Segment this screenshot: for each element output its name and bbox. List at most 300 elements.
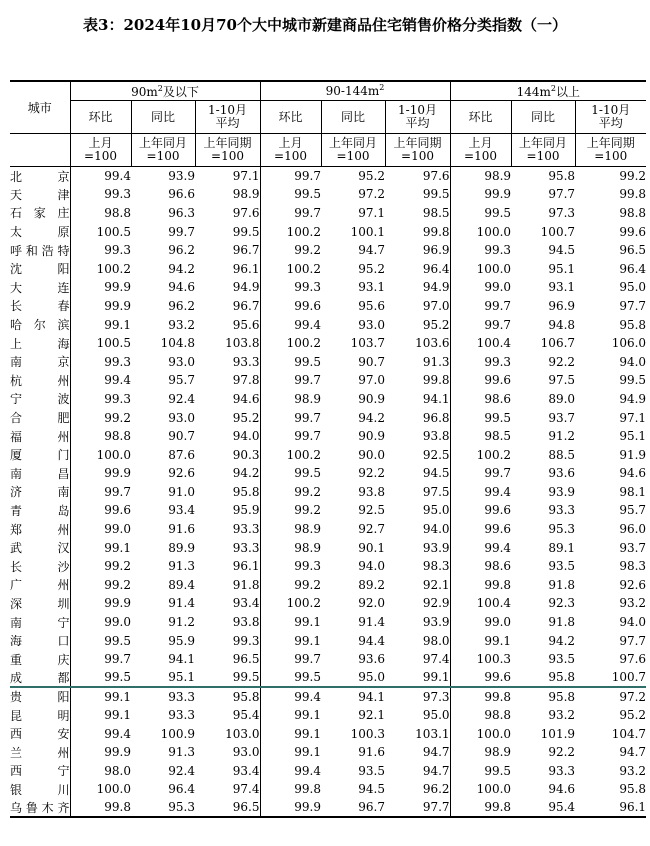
index-value-cell: 99.9	[104, 298, 131, 313]
index-value-cell: 95.3	[131, 799, 195, 818]
city-name-cell: 深圳	[10, 594, 70, 613]
table-row	[10, 724, 646, 743]
index-value-cell: 104.8	[160, 336, 195, 351]
index-value-cell: 100.0	[476, 224, 512, 239]
index-value-cell: 99.9	[104, 745, 131, 760]
index-value-cell: 97.5	[385, 483, 450, 502]
index-value-cell: 99.2	[294, 577, 321, 592]
index-value-cell: 93.0	[358, 317, 385, 332]
index-value-cell: 99.5	[104, 633, 131, 648]
index-value-cell: 96.2	[168, 243, 195, 258]
index-value-cell: 94.1	[168, 652, 195, 667]
index-value-cell: 95.0	[358, 670, 385, 685]
index-value-cell: 92.5	[385, 445, 450, 464]
index-value-cell: 100.5	[96, 224, 131, 239]
index-value-cell: 94.0	[358, 559, 385, 574]
city-name-cell: 济南	[10, 483, 70, 502]
metric-header-large-ytd-avg: 1-10月 平均	[575, 101, 646, 134]
city-name-cell: 厦门	[10, 445, 70, 464]
index-value-cell: 95.2	[358, 169, 385, 184]
index-value-cell: 99.2	[104, 410, 131, 425]
group-header-large	[450, 81, 646, 101]
index-value-cell: 97.7	[385, 799, 450, 818]
index-value-cell: 95.8	[548, 169, 576, 184]
index-value-cell: 94.2	[358, 410, 385, 425]
index-value-cell: 100.9	[160, 726, 195, 741]
table-row	[10, 669, 646, 688]
index-value-cell: 98.3	[619, 559, 647, 574]
base-header-small-ytd-avg: 上年同期 =100	[195, 134, 260, 167]
index-value-cell: 93.2	[619, 763, 647, 778]
table-row	[10, 799, 646, 818]
index-value-cell: 100.2	[286, 596, 321, 611]
index-value-cell: 100.4	[476, 596, 512, 611]
table-row	[10, 520, 646, 539]
table-row	[10, 613, 646, 632]
index-value-cell: 99.3	[104, 354, 131, 369]
table-row	[10, 427, 646, 446]
index-value-cell: 91.3	[168, 745, 195, 760]
index-value-cell: 98.9	[195, 185, 260, 204]
city-name-cell: 北京	[10, 167, 70, 186]
index-value-cell: 93.5	[358, 763, 385, 778]
index-value-cell: 97.4	[195, 780, 260, 799]
index-value-cell: 99.3	[294, 559, 321, 574]
index-value-cell: 91.8	[548, 577, 576, 592]
city-name-cell: 天津	[10, 185, 70, 204]
index-value-cell: 99.7	[294, 169, 321, 184]
table-row	[10, 445, 646, 464]
index-value-cell: 94.5	[385, 464, 450, 483]
index-value-cell: 92.4	[168, 763, 195, 778]
index-value-cell: 94.7	[385, 743, 450, 762]
base-header-small-yoy: 上年同月 =100	[131, 134, 195, 167]
index-value-cell: 97.1	[195, 167, 260, 186]
header-row-metrics	[10, 101, 646, 134]
group-label-large: 144m	[516, 84, 551, 99]
index-value-cell: 95.2	[619, 708, 647, 723]
index-value-cell: 98.8	[104, 205, 131, 220]
index-value-cell: 99.7	[104, 484, 131, 499]
index-value-cell: 97.3	[385, 687, 450, 706]
index-value-cell: 96.2	[385, 780, 450, 799]
table-header	[10, 81, 646, 167]
index-value-cell: 95.1	[619, 429, 647, 444]
index-value-cell: 99.4	[104, 726, 131, 741]
index-value-cell: 98.1	[619, 484, 647, 499]
index-value-cell: 99.5	[195, 222, 260, 241]
index-value-cell: 99.5	[484, 205, 512, 220]
index-value-cell: 94.0	[619, 354, 647, 369]
index-value-cell: 98.9	[484, 745, 512, 760]
index-value-cell: 93.0	[168, 410, 195, 425]
table-row	[10, 222, 646, 241]
index-value-cell: 95.8	[511, 687, 575, 706]
index-value-cell: 89.0	[548, 391, 576, 406]
index-value-cell: 94.9	[385, 278, 450, 297]
index-value-cell: 96.1	[195, 557, 260, 576]
table-row	[10, 315, 646, 334]
index-value-cell: 93.1	[358, 280, 385, 295]
index-value-cell: 93.2	[619, 596, 647, 611]
index-value-cell: 94.6	[195, 390, 260, 409]
index-value-cell: 95.1	[548, 261, 576, 276]
group-sup-medium: 2	[379, 83, 385, 92]
index-value-cell: 99.7	[484, 298, 512, 313]
index-value-cell: 96.8	[385, 408, 450, 427]
index-value-cell: 96.7	[321, 799, 385, 818]
index-value-cell: 93.8	[195, 613, 260, 632]
index-value-cell: 99.5	[294, 187, 321, 202]
index-value-cell: 100.0	[96, 447, 131, 462]
table-row	[10, 278, 646, 297]
index-value-cell: 98.5	[484, 429, 512, 444]
index-value-cell: 97.6	[195, 204, 260, 223]
table-row	[10, 631, 646, 650]
index-value-cell: 106.0	[611, 336, 647, 351]
index-value-cell: 91.9	[619, 447, 647, 462]
index-value-cell: 90.7	[358, 354, 385, 369]
table-row	[10, 241, 646, 260]
index-value-cell: 99.2	[104, 577, 131, 592]
index-value-cell: 89.9	[168, 540, 195, 555]
index-value-cell: 99.1	[104, 317, 131, 332]
index-value-cell: 97.2	[575, 687, 646, 706]
city-name-cell: 西安	[10, 724, 70, 743]
index-value-cell: 92.3	[548, 596, 576, 611]
index-value-cell: 100.1	[350, 224, 385, 239]
index-value-cell: 99.9	[104, 466, 131, 481]
index-value-cell: 99.6	[484, 670, 512, 685]
index-value-cell: 97.5	[548, 373, 576, 388]
index-value-cell: 94.5	[358, 782, 385, 797]
group-tail-small: 及以下	[162, 84, 199, 99]
index-value-cell: 100.0	[476, 782, 512, 797]
index-value-cell: 95.4	[195, 706, 260, 725]
city-name-cell: 太原	[10, 222, 70, 241]
index-value-cell: 95.8	[619, 317, 647, 332]
index-value-cell: 92.5	[358, 503, 385, 518]
index-value-cell: 96.4	[385, 259, 450, 278]
index-value-cell: 93.6	[548, 466, 576, 481]
city-name-cell: 福州	[10, 427, 70, 446]
base-header-large-yoy: 上年同月 =100	[511, 134, 575, 167]
index-value-cell: 99.2	[294, 484, 321, 499]
index-value-cell: 99.8	[385, 222, 450, 241]
index-value-cell: 99.6	[619, 224, 647, 239]
index-value-cell: 95.9	[168, 633, 195, 648]
header-row-groups	[10, 81, 646, 101]
city-name-cell: 南宁	[10, 613, 70, 632]
table-row	[10, 650, 646, 669]
table-row	[10, 371, 646, 390]
index-value-cell: 91.6	[168, 522, 195, 537]
city-name-cell: 长沙	[10, 557, 70, 576]
index-value-cell: 97.3	[548, 205, 576, 220]
index-value-cell: 100.2	[476, 447, 512, 462]
index-value-cell: 95.6	[358, 298, 385, 313]
index-value-cell: 94.0	[619, 615, 647, 630]
index-value-cell: 99.8	[450, 799, 511, 818]
index-value-cell: 96.5	[619, 243, 647, 258]
index-value-cell: 100.4	[476, 336, 512, 351]
index-value-cell: 99.0	[104, 615, 131, 630]
city-name-cell: 郑州	[10, 520, 70, 539]
index-value-cell: 91.8	[548, 615, 576, 630]
index-value-cell: 95.0	[619, 280, 647, 295]
city-base-blank	[10, 134, 70, 167]
base-header-medium-ytd-avg: 上年同期 =100	[385, 134, 450, 167]
table-row	[10, 259, 646, 278]
index-value-cell: 96.5	[195, 650, 260, 669]
metric-header-small-ytd-avg: 1-10月 平均	[195, 101, 260, 134]
index-value-cell: 99.7	[484, 466, 512, 481]
index-value-cell: 99.9	[104, 280, 131, 295]
index-value-cell: 93.9	[385, 613, 450, 632]
index-value-cell: 99.3	[104, 391, 131, 406]
index-value-cell: 99.7	[294, 410, 321, 425]
index-value-cell: 94.6	[548, 782, 576, 797]
index-value-cell: 99.1	[484, 633, 512, 648]
table-row	[10, 557, 646, 576]
index-value-cell: 99.0	[104, 522, 131, 537]
index-value-cell: 99.8	[450, 687, 511, 706]
index-value-cell: 99.4	[104, 169, 131, 184]
index-value-cell: 100.3	[350, 726, 385, 741]
index-value-cell: 99.3	[104, 187, 131, 202]
index-value-cell: 100.3	[476, 652, 512, 667]
index-value-cell: 93.8	[358, 484, 385, 499]
index-value-cell: 93.2	[168, 317, 195, 332]
index-value-cell: 99.4	[484, 484, 512, 499]
index-value-cell: 99.3	[195, 631, 260, 650]
table-row	[10, 297, 646, 316]
city-name-cell: 上海	[10, 334, 70, 353]
index-value-cell: 96.3	[168, 205, 195, 220]
index-value-cell: 93.3	[195, 538, 260, 557]
base-header-medium-yoy: 上年同月 =100	[321, 134, 385, 167]
index-value-cell: 99.6	[484, 503, 512, 518]
index-value-cell: 99.1	[385, 669, 450, 688]
base-header-large-mom: 上月 =100	[450, 134, 511, 167]
index-value-cell: 100.2	[286, 336, 321, 351]
index-value-cell: 94.9	[195, 278, 260, 297]
group-label-medium: 90-144m	[325, 84, 380, 98]
index-value-cell: 93.7	[619, 540, 647, 555]
table-row	[10, 743, 646, 762]
index-value-cell: 93.1	[548, 280, 576, 295]
table-row	[10, 408, 646, 427]
index-value-cell: 99.2	[294, 503, 321, 518]
index-value-cell: 97.2	[358, 187, 385, 202]
index-value-cell: 95.2	[385, 315, 450, 334]
index-value-cell: 94.2	[168, 261, 195, 276]
index-value-cell: 99.4	[294, 763, 321, 778]
index-value-cell: 99.0	[484, 280, 512, 295]
city-name-cell: 南昌	[10, 464, 70, 483]
table-row	[10, 538, 646, 557]
index-value-cell: 93.4	[195, 762, 260, 781]
index-value-cell: 97.6	[385, 167, 450, 186]
table-row	[10, 390, 646, 409]
index-value-cell: 97.7	[548, 187, 576, 202]
index-value-cell: 103.6	[385, 334, 450, 353]
index-value-cell: 99.7	[294, 429, 321, 444]
index-value-cell: 97.0	[358, 373, 385, 388]
index-value-cell: 95.3	[548, 522, 576, 537]
index-value-cell: 91.2	[548, 429, 576, 444]
index-value-cell: 93.9	[385, 538, 450, 557]
base-header-small-mom: 上月 =100	[70, 134, 131, 167]
metric-header-small-mom: 环比	[70, 101, 131, 134]
city-name-cell: 合肥	[10, 408, 70, 427]
index-value-cell: 97.0	[385, 297, 450, 316]
index-value-cell: 99.1	[294, 726, 321, 741]
index-value-cell: 92.2	[548, 354, 576, 369]
city-name-cell: 银川	[10, 780, 70, 799]
index-value-cell: 97.7	[619, 633, 647, 648]
index-value-cell: 88.5	[548, 447, 576, 462]
index-value-cell: 89.2	[358, 577, 385, 592]
index-value-cell: 87.6	[168, 447, 195, 462]
index-value-cell: 99.6	[484, 522, 512, 537]
index-value-cell: 104.7	[611, 726, 647, 741]
index-value-cell: 96.9	[385, 241, 450, 260]
index-value-cell: 99.3	[484, 243, 512, 258]
index-value-cell: 99.9	[260, 799, 321, 818]
index-value-cell: 99.4	[260, 687, 321, 706]
index-value-cell: 99.5	[104, 670, 131, 685]
index-value-cell: 92.9	[385, 594, 450, 613]
index-value-cell: 99.1	[294, 708, 321, 723]
index-value-cell: 99.7	[104, 652, 131, 667]
index-value-cell: 99.8	[294, 782, 321, 797]
index-value-cell: 93.8	[385, 427, 450, 446]
index-value-cell: 100.2	[96, 261, 131, 276]
index-value-cell: 90.1	[358, 540, 385, 555]
index-value-cell: 93.0	[195, 743, 260, 762]
index-value-cell: 98.9	[484, 169, 512, 184]
metric-header-large-yoy: 同比	[511, 101, 575, 134]
index-value-cell: 89.1	[548, 540, 576, 555]
metric-header-large-mom: 环比	[450, 101, 511, 134]
group-tail-large: 以上	[555, 84, 580, 99]
index-value-cell: 99.1	[104, 540, 131, 555]
index-value-cell: 95.7	[168, 373, 195, 388]
index-value-cell: 101.9	[540, 726, 576, 741]
index-value-cell: 91.8	[195, 576, 260, 595]
index-value-cell: 99.5	[484, 763, 512, 778]
index-value-cell: 93.3	[168, 708, 195, 723]
index-value-cell: 100.0	[476, 726, 512, 741]
index-value-cell: 99.9	[484, 187, 512, 202]
city-name-cell: 南京	[10, 352, 70, 371]
city-name-cell: 乌鲁木齐	[10, 799, 70, 818]
index-value-cell: 94.9	[619, 391, 647, 406]
index-value-cell: 94.7	[358, 243, 385, 258]
city-name-cell: 哈尔滨	[10, 315, 70, 334]
index-value-cell: 99.3	[104, 243, 131, 258]
table-row	[10, 185, 646, 204]
index-value-cell: 99.8	[70, 799, 131, 818]
metric-header-medium-yoy: 同比	[321, 101, 385, 134]
index-value-cell: 99.7	[484, 317, 512, 332]
index-value-cell: 90.7	[168, 429, 195, 444]
index-value-cell: 93.5	[548, 652, 576, 667]
index-value-cell: 95.8	[195, 687, 260, 706]
index-value-cell: 93.0	[168, 354, 195, 369]
index-value-cell: 94.8	[548, 317, 576, 332]
index-value-cell: 95.9	[195, 501, 260, 520]
index-value-cell: 99.7	[294, 373, 321, 388]
index-value-cell: 91.0	[168, 484, 195, 499]
index-value-cell: 91.6	[358, 745, 385, 760]
index-value-cell: 91.3	[385, 352, 450, 371]
index-value-cell: 98.8	[484, 708, 512, 723]
city-name-cell: 海口	[10, 631, 70, 650]
index-value-cell: 98.8	[619, 205, 647, 220]
index-value-cell: 93.5	[548, 559, 576, 574]
index-value-cell: 90.0	[358, 447, 385, 462]
city-name-cell: 兰州	[10, 743, 70, 762]
index-value-cell: 99.7	[294, 652, 321, 667]
index-value-cell: 99.3	[294, 280, 321, 295]
metric-header-medium-ytd-avg: 1-10月 平均	[385, 101, 450, 134]
index-value-cell: 92.7	[358, 522, 385, 537]
index-value-cell: 96.1	[195, 259, 260, 278]
index-value-cell: 91.2	[168, 615, 195, 630]
index-value-cell: 99.4	[104, 373, 131, 388]
index-value-cell: 99.5	[619, 373, 647, 388]
index-value-cell: 94.6	[168, 280, 195, 295]
index-value-cell: 90.9	[358, 391, 385, 406]
table-row	[10, 204, 646, 223]
index-value-cell: 93.7	[548, 410, 576, 425]
city-name-cell: 成都	[10, 669, 70, 688]
index-value-cell: 99.8	[619, 187, 647, 202]
index-value-cell: 94.4	[358, 633, 385, 648]
index-value-cell: 103.8	[195, 334, 260, 353]
index-value-cell: 99.0	[484, 615, 512, 630]
index-value-cell: 89.4	[168, 577, 195, 592]
group-sup-small: 2	[157, 83, 163, 93]
city-name-cell: 长春	[10, 297, 70, 316]
index-value-cell: 98.6	[484, 559, 512, 574]
index-value-cell: 92.2	[358, 466, 385, 481]
index-value-cell: 95.0	[385, 706, 450, 725]
index-value-cell: 96.2	[168, 298, 195, 313]
index-value-cell: 103.7	[350, 336, 385, 351]
index-value-cell: 93.3	[131, 687, 195, 706]
index-value-cell: 100.0	[96, 782, 131, 797]
index-value-cell: 99.7	[168, 224, 195, 239]
index-value-cell: 103.0	[195, 724, 260, 743]
table-row	[10, 334, 646, 353]
group-sup-large: 2	[550, 83, 556, 93]
index-value-cell: 97.6	[619, 652, 647, 667]
index-value-cell: 93.2	[548, 708, 576, 723]
index-value-cell: 99.5	[484, 410, 512, 425]
index-value-cell: 92.6	[619, 577, 647, 592]
group-label-small: 90m	[131, 84, 158, 99]
index-value-cell: 97.4	[385, 650, 450, 669]
index-value-cell: 92.1	[385, 576, 450, 595]
index-value-cell: 99.1	[294, 615, 321, 630]
index-value-cell: 98.8	[104, 429, 131, 444]
index-value-cell: 98.9	[294, 391, 321, 406]
index-value-cell: 99.5	[195, 669, 260, 688]
index-value-cell: 99.2	[619, 169, 647, 184]
